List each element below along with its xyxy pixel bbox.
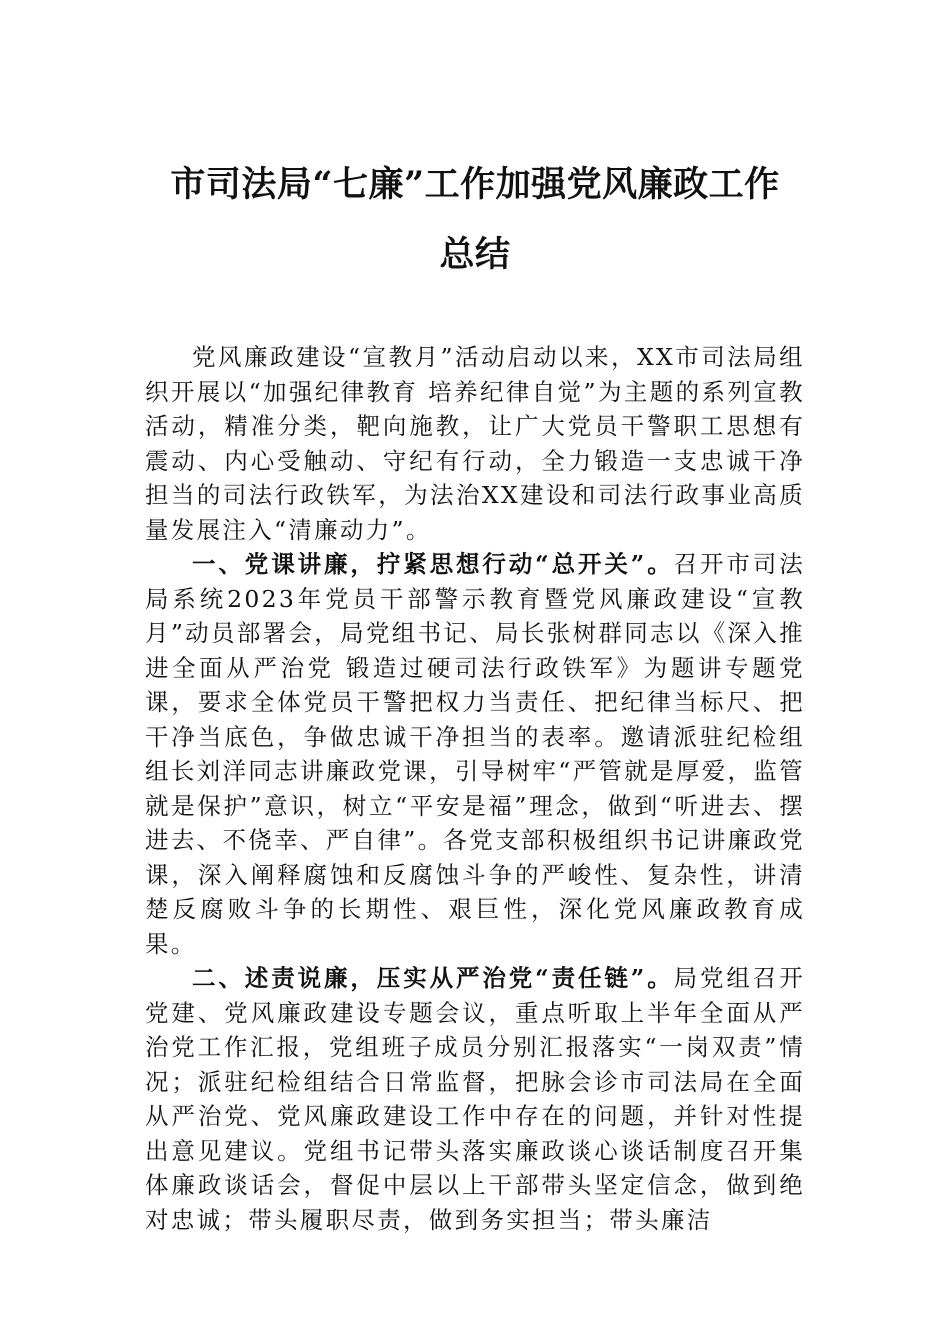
paragraph-text: 召开市司法局系统2023年党员干部警示教育暨党风廉政建设“宣教月”动员部署会，局党组书记、局长张树群同志以《深入推进全面从严治党 锻造过硬司法行政铁军》为题讲专题党课，要求全体党员干警把权力当责任、把纪律当标尺、把干净当底色，争做忠诚干净担当的表率。邀请派驻纪检组组长刘洋同志讲廉政党课，引导树牢“严管就是厚爱，监管就是保护”意识，树立“平安是福”理念，做到“听进去、摆进去、不侥幸、严自律”。各党支部积极组织书记讲廉政党课，深入阐释腐蚀和反腐蚀斗争的严峻性、复杂性，讲清楚反腐败斗争的长期性、艰巨性，深化党风廉政教育成果。 [145, 550, 806, 958]
paragraph-lead: 二、述责说廉，压实从严治党“责任链”。 [192, 964, 674, 992]
paragraph-section-2 [145, 961, 805, 1237]
paragraph-lead: 一、党课讲廉，拧紧思想行动“总开关”。 [192, 550, 674, 578]
paragraph-intro [145, 340, 805, 547]
title-line-2: 总结 [439, 234, 511, 275]
title-line-1: 市司法局“七廉”工作加强党风廉政工作 [170, 164, 780, 205]
document-title [145, 150, 805, 290]
document-page [145, 150, 805, 1237]
document-body [145, 340, 805, 1237]
paragraph-text: 党风廉政建设“宣教月”活动启动以来，XX市司法局组织开展以“加强纪律教育 培养纪律自觉”为主题的系列宣教活动，精准分类，靶向施教，让广大党员干警职工思想有震动、内心受触动、守纪有行动，全力锻造一支忠诚干净担当的司法行政铁军，为法治XX建设和司法行政事业高质量发展注入“清廉动力”。 [145, 343, 805, 544]
paragraph-section-1 [145, 547, 805, 961]
paragraph-text: 局党组召开党建、党风廉政建设专题会议，重点听取上半年全面从严治党工作汇报，党组班子成员分别汇报落实“一岗双责”情况；派驻纪检组结合日常监督，把脉会诊市司法局在全面从严治党、党风廉政建设工作中存在的问题，并针对性提出意见建议。党组书记带头落实廉政谈心谈话制度召开集体廉政谈话会，督促中层以上干部带头坚定信念，做到绝对忠诚；带头履职尽责，做到务实担当；带头廉洁 [145, 964, 806, 1234]
